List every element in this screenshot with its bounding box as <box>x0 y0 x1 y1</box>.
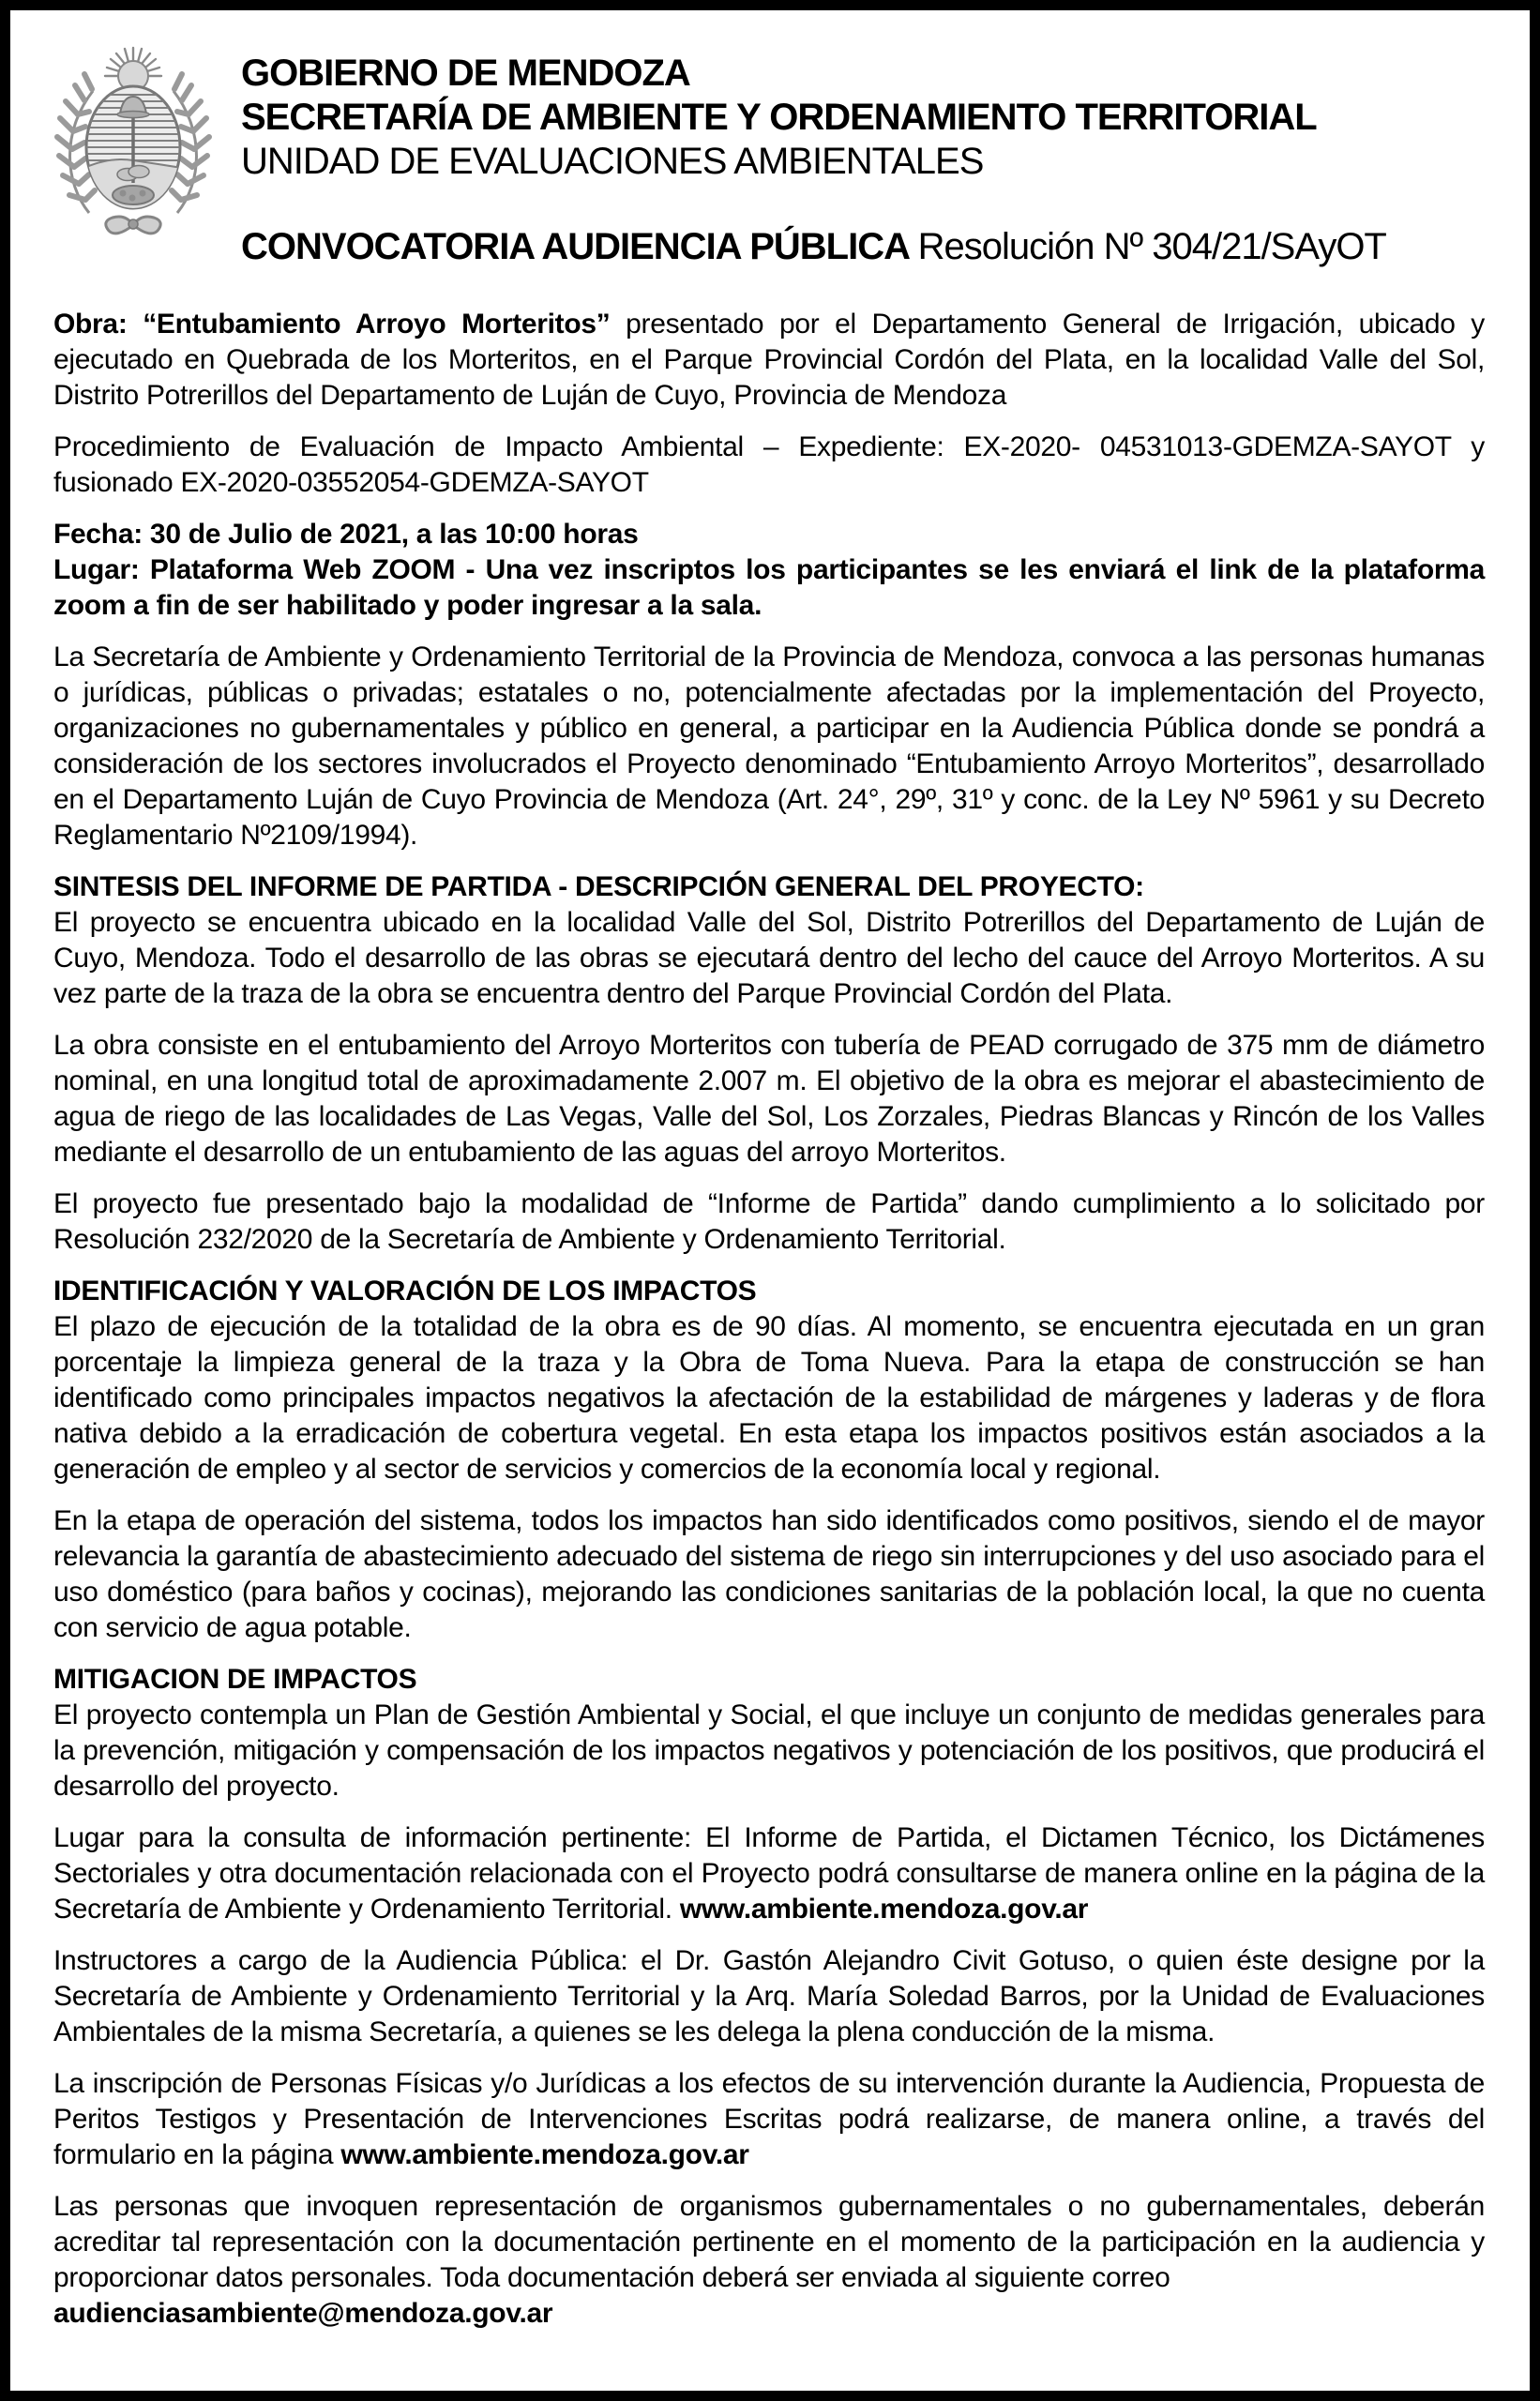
mitigacion-heading <box>53 1662 1485 1698</box>
org-government-line: GOBIERNO DE MENDOZA <box>241 53 690 94</box>
text-run: Lugar para la consulta de información pertinente: El Informe de Partida, el Dictamen Técnico, los Dictámenes Sectoriales y otra documentación relacionada con el Proyecto podrá consultarse de manera online en la página de la Secretaría de Ambiente y Ordenamiento Territorial. <box>53 1822 1485 1925</box>
text-run: Obra: “Entubamiento Arroyo Morteritos” <box>53 309 611 340</box>
document-header <box>53 42 1485 269</box>
sintesis-paragraph-2 <box>53 1028 1485 1170</box>
sintesis-paragraph-1 <box>53 905 1485 1012</box>
impactos-paragraph-1 <box>53 1309 1485 1487</box>
fecha-line <box>53 517 1485 552</box>
text-run: El proyecto contempla un Plan de Gestión Ambiental y Social, el que incluye un conjunto de medidas generales para la prevención, mitigación y compensación de los impactos negativos y potenciación de los positivos, que producirá el desarrollo del proyecto. <box>53 1699 1485 1802</box>
text-run: La inscripción de Personas Físicas y/o Jurídicas a los efectos de su intervención durante la Audiencia, Propuesta de Peritos Testigos y Presentación de Intervenciones Escritas podrá realizarse, de manera online, a través del formulario en la página <box>53 2068 1485 2170</box>
text-run: MITIGACION DE IMPACTOS <box>53 1664 417 1695</box>
notice-title <box>241 225 1386 269</box>
consulta-paragraph <box>53 1820 1485 1927</box>
text-run: Instructores a cargo de la Audiencia Pública: el Dr. Gastón Alejandro Civit Gotuso, o quien éste designe por la Secretaría de Ambiente y Ordenamiento Territorial y la Arq. María Soledad Barros, por la Unidad de Evaluaciones Ambientales de la misma Secretaría, a quienes se les delega la plena conducción de la misma. <box>53 1945 1485 2047</box>
text-run: El plazo de ejecución de la totalidad de la obra es de 90 días. Al momento, se encuentra ejecutada en un gran porcentaje la limpieza general de la traza y la Obra de Toma Nueva. Para la etapa de construcción se han identificado como principales impactos negativos la afectación de la estabilidad de márgenes y laderas y de flora nativa debido a la erradicación de cobertura vegetal. En esta etapa los impactos positivos están asociados a la generación de empleo y al sector de servicios y comercios de la economía local y regional. <box>53 1311 1485 1485</box>
text-run: Lugar: Plataforma Web ZOOM - Una vez inscriptos los participantes se les enviará el link de la plataforma zoom a fin de ser habilitado y poder ingresar a la sala. <box>53 554 1485 621</box>
text-run: IDENTIFICACIÓN Y VALORACIÓN DE LOS IMPACTOS <box>53 1276 757 1306</box>
text-run: La obra consiste en el entubamiento del Arroyo Morteritos con tubería de PEAD corrugado de 375 mm de diámetro nominal, en una longitud total de aproximadamente 2.007 m. El objetivo de la obra es mejorar el abastecimiento de agua de riego de las localidades de Las Vegas, Valle del Sol, Los Zorzales, Piedras Blancas y Rincón de los Valles mediante el desarrollo de un entubamiento de las aguas del arroyo Morteritos. <box>53 1030 1485 1168</box>
notice-title-main: CONVOCATORIA AUDIENCIA PÚBLICA <box>241 226 918 267</box>
mitigacion-paragraph <box>53 1698 1485 1805</box>
text-run: presentado por el Departamento General de Irrigación, ubicado y ejecutado en Quebrada de los Morteritos, en el Parque Provincial Cordón del Plata, en la localidad Valle del Sol, Distrito Potrerillos del Departamento de Luján de Cuyo, Provincia de Mendoza <box>53 309 1485 411</box>
representacion-paragraph <box>53 2189 1485 2296</box>
text-run: Procedimiento de Evaluación de Impacto Ambiental – Expediente: EX-2020- 04531013-GDEMZA-SAYOT y fusionado EX-2020-03552054-GDEMZA-SAYOT <box>53 431 1485 498</box>
inscripcion-paragraph <box>53 2066 1485 2173</box>
org-secretariat-line: SECRETARÍA DE AMBIENTE Y ORDENAMIENTO TERRITORIAL <box>241 97 1317 138</box>
instructores-paragraph <box>53 1943 1485 2050</box>
text-run: El proyecto se encuentra ubicado en la localidad Valle del Sol, Distrito Potrerillos del Departamento de Luján de Cuyo, Mendoza. Todo el desarrollo de las obras se ejecutará dentro del lecho del cauce del Arroyo Morteritos. A su vez parte de la traza de la obra se encuentra dentro del Parque Provincial Cordón del Plata. <box>53 907 1485 1009</box>
sintesis-heading <box>53 869 1485 905</box>
notice-title-resolution: Resolución Nº 304/21/SAyOT <box>917 226 1386 267</box>
impactos-heading <box>53 1274 1485 1309</box>
coat-of-arms-icon <box>53 42 213 236</box>
text-run: Fecha: 30 de Julio de 2021, a las 10:00 horas <box>53 519 639 550</box>
lugar-line <box>53 552 1485 624</box>
header-text-block <box>241 42 1386 269</box>
email-line <box>53 2296 1485 2332</box>
text-run: En la etapa de operación del sistema, todos los impactos han sido identificados como positivos, siendo el de mayor relevancia la garantía de abastecimiento adecuado del sistema de riego sin interrupciones y del uso asociado para el uso doméstico (para baños y cocinas), mejorando las condiciones sanitarias de la población local, la que no cuenta con servicio de agua potable. <box>53 1505 1485 1643</box>
mendoza-coat-of-arms-logo <box>53 42 215 236</box>
expediente-paragraph <box>53 430 1485 501</box>
org-unit-line: UNIDAD DE EVALUACIONES AMBIENTALES <box>241 141 984 182</box>
text-run: La Secretaría de Ambiente y Ordenamiento Territorial de la Provincia de Mendoza, convoca a las personas humanas o jurídicas, públicas o privadas; estatales o no, potencialmente afectadas por la implementación del Proyecto, organizaciones no gubernamentales y público en general, a participar en la Audiencia Pública donde se pondrá a consideración de los sectores involucrados el Proyecto denominado “Entubamiento Arroyo Morteritos”, desarrollado en el Departamento Luján de Cuyo Provincia de Mendoza (Art. 24°, 29º, 31º y conc. de la Ley Nº 5961 y su Decreto Reglamentario Nº2109/1994). <box>53 642 1485 851</box>
convocatoria-paragraph <box>53 640 1485 853</box>
sintesis-paragraph-3 <box>53 1186 1485 1258</box>
website-url: www.ambiente.mendoza.gov.ar <box>679 1894 1089 1925</box>
website-url: www.ambiente.mendoza.gov.ar <box>340 2139 749 2170</box>
impactos-paragraph-2 <box>53 1503 1485 1646</box>
text-run: El proyecto fue presentado bajo la modalidad de “Informe de Partida” dando cumplimiento a lo solicitado por Resolución 232/2020 de la Secretaría de Ambiente y Ordenamiento Territorial. <box>53 1188 1485 1255</box>
text-run: Las personas que invoquen representación de organismos gubernamentales o no gubernamentales, deberán acreditar tal representación con la documentación pertinente en el momento de la participación en la audiencia y proporcionar datos personales. Toda documentación deberá ser enviada al siguiente correo <box>53 2191 1485 2293</box>
email-address: audienciasambiente@mendoza.gov.ar <box>53 2298 553 2329</box>
text-run: SINTESIS DEL INFORME DE PARTIDA - DESCRIPCIÓN GENERAL DEL PROYECTO: <box>53 871 1144 902</box>
document-body <box>53 307 1485 2332</box>
obra-paragraph <box>53 307 1485 414</box>
